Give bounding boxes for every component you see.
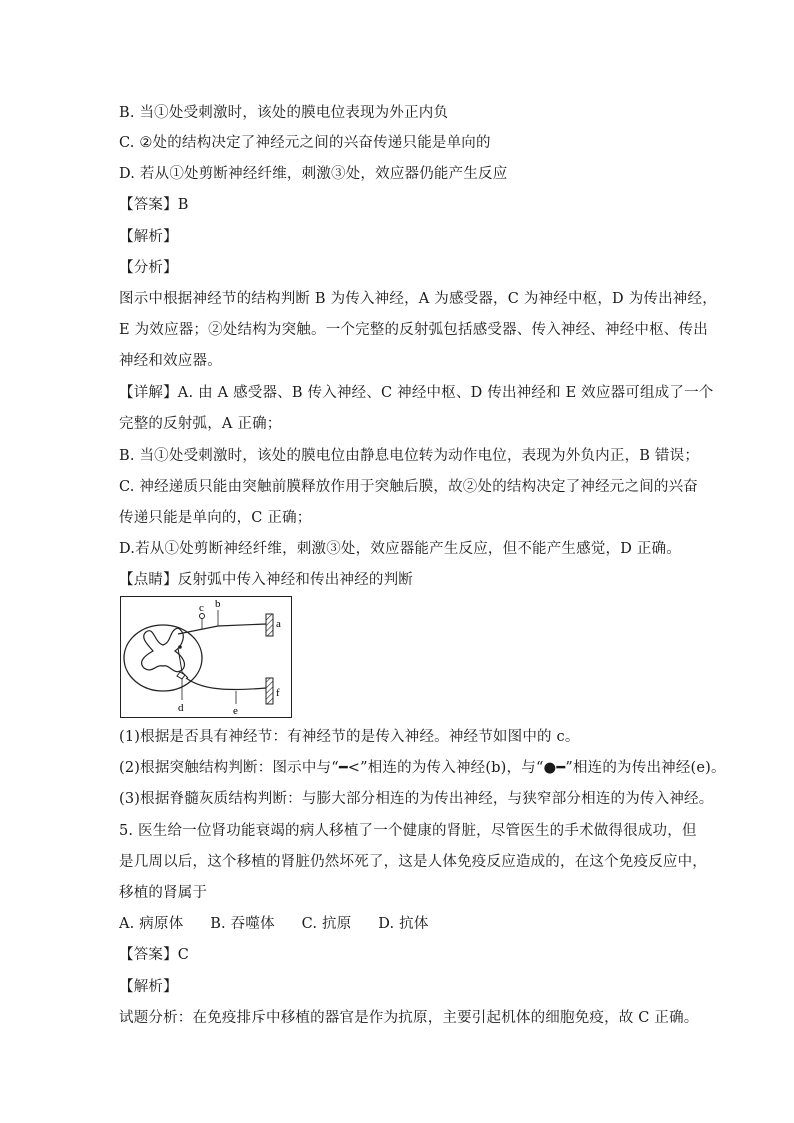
label-c: c (199, 602, 204, 614)
analysis-text-2: 试题分析：在免疫排斥中移植的器官是作为抗原，主要引起机体的细胞免疫，故 C 正确。 (119, 1010, 699, 1026)
label-b: b (215, 598, 221, 610)
detail-line-1: 【详解】A. 由 A 感受器、B 传入神经、C 神经中枢、D 传出神经和 E 效应器可组成了一个 (119, 385, 714, 401)
detail-line-5: 传递只能是单向的，C 正确； (119, 510, 312, 526)
judgement-rule-3: (3)根据脊髓灰质结构判断：与膨大部分相连的为传出神经，与狭窄部分相连的为传入神经。 (119, 791, 714, 807)
option-d-line: D. 若从①处剪断神经纤维，刺激③处，效应器仍能产生反应 (119, 166, 508, 182)
analysis-paragraph-line-1: 图示中根据神经节的结构判断 B 为传入神经，A 为感受器，C 为神经中枢，D 为传出神经， (119, 291, 717, 307)
question-5-options (119, 914, 429, 934)
label-f: f (276, 687, 280, 699)
label-a: a (276, 618, 281, 630)
option-d: D. 抗体 (378, 916, 429, 932)
analysis-paragraph-line-3: 神经和效应器。 (119, 353, 222, 369)
effector-f (266, 678, 273, 704)
key-point-heading: 【点睛】反射弧中传入神经和传出神经的判断 (119, 572, 413, 588)
judgement-rule-2: (2)根据突触结构判断：图示中与“━<”相连的为传入神经(b)，与“●━”相连的为传出神经(e)。 (119, 760, 726, 776)
option-c-line: C. ②处的结构决定了神经元之间的兴奋传递只能是单向的 (119, 135, 491, 151)
detail-line-4: C. 神经递质只能由突触前膜释放作用于突触后膜，故②处的结构决定了神经元之间的兴奋 (119, 479, 698, 495)
afferent-nerve-b (178, 624, 266, 634)
receptor-a (266, 614, 273, 636)
analysis-heading: 【解析】 (119, 229, 178, 245)
detail-line-3: B. 当①处受刺激时，该处的膜电位由静息电位转为动作电位，表现为外负内正，B 错误； (119, 448, 700, 464)
reflex-arc-diagram (120, 596, 292, 718)
analysis-subheading: 【分析】 (119, 260, 178, 276)
label-e: e (233, 705, 238, 717)
efferent-nerve-e (186, 678, 266, 690)
ganglion-c (200, 614, 205, 619)
analysis-heading-2: 【解析】 (119, 979, 178, 995)
analysis-paragraph-line-2: E 为效应器；②处结构为突触。一个完整的反射弧包括感受器、传入神经、神经中枢、传出 (119, 322, 708, 338)
detail-line-6: D.若从①处剪断神经纤维，刺激③处，效应器能产生反应，但不能产生感觉，D 正确。 (119, 541, 681, 557)
question-5-line-3: 移植的肾属于 (119, 885, 208, 901)
synapse-d (177, 672, 185, 679)
answer-line: 【答案】B (119, 197, 189, 213)
option-a: A. 病原体 (119, 916, 184, 932)
detail-line-2: 完整的反射弧，A 正确； (119, 416, 282, 432)
option-b: B. 吞噬体 (210, 916, 275, 932)
option-b-line: B. 当①处受刺激时，该处的膜电位表现为外正内负 (119, 105, 449, 121)
judgement-rule-1: (1)根据是否具有神经节：有神经节的是传入神经。神经节如图中的 c。 (119, 729, 580, 745)
reflex-arc-figure (120, 596, 292, 718)
question-5-line-1: 5. 医生给一位肾功能衰竭的病人移植了一个健康的肾脏，尽管医生的手术做得很成功，但 (119, 823, 697, 839)
question-5-line-2: 是几周以后，这个移植的肾脏仍然坏死了，这是人体免疫反应造成的，在这个免疫反应中， (119, 854, 707, 870)
option-c: C. 抗原 (301, 916, 352, 932)
label-d: d (178, 702, 184, 714)
answer-line-2: 【答案】C (119, 947, 190, 963)
